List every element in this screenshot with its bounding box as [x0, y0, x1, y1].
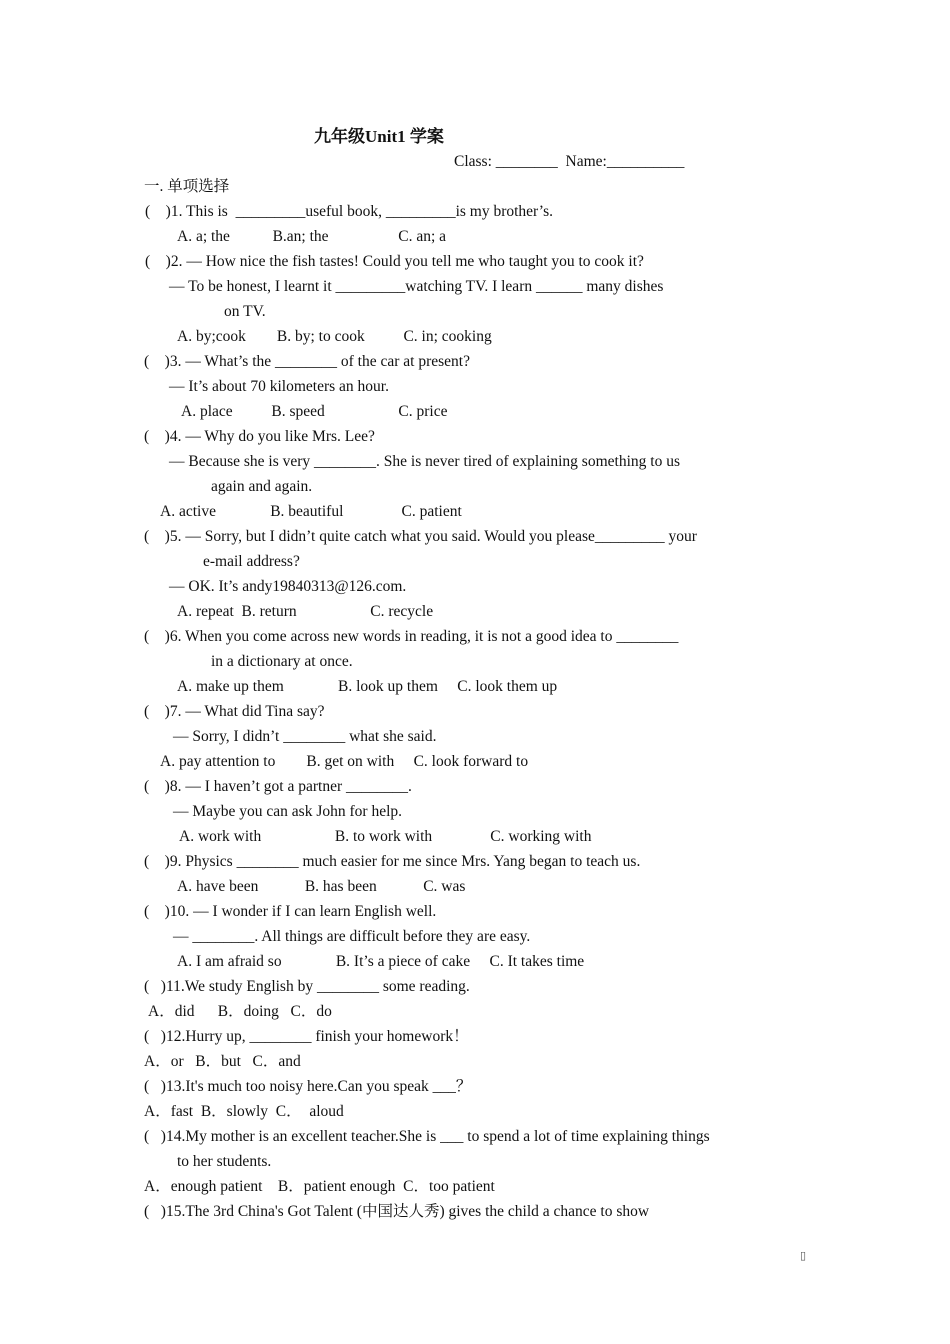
- options-6: A. make up them B. look up them C. look them up: [177, 678, 558, 695]
- question-12: ( )12.Hurry up, ________ finish your homework！: [144, 1028, 469, 1045]
- question-9: ( )9. Physics ________ much easier for me since Mrs. Yang began to teach us.: [144, 853, 641, 870]
- question-8: ( )8. — I haven’t got a partner ________.: [144, 778, 412, 795]
- question-15: ( )15.The 3rd China's Got Talent (中国达人秀) gives the child a chance to show: [144, 1203, 650, 1220]
- options-7: A. pay attention to B. get on with C. look forward to: [160, 753, 529, 770]
- options-14: A．enough patient B．patient enough C．too patient: [144, 1178, 495, 1195]
- options-13: A．fast B．slowly C． aloud: [144, 1103, 344, 1120]
- options-8: A. work with B. to work with C. working with: [179, 828, 592, 845]
- options-3: A. place B. speed C. price: [181, 403, 448, 420]
- question-5-cont: e-mail address?: [203, 553, 300, 570]
- question-14-cont: to her students.: [177, 1153, 272, 1170]
- options-4: A. active B. beautiful C. patient: [160, 503, 462, 520]
- question-8-reply: — Maybe you can ask John for help.: [173, 803, 403, 820]
- options-10: A. I am afraid so B. It’s a piece of cake C. It takes time: [177, 953, 585, 970]
- question-2: ( )2. — How nice the fish tastes! Could you tell me who taught you to cook it?: [145, 253, 644, 270]
- options-1: A. a; the B.an; the C. an; a: [177, 228, 447, 245]
- question-4-reply-cont: again and again.: [211, 478, 313, 495]
- question-5-reply: — OK. It’s andy19840313@126.com.: [169, 578, 407, 595]
- options-12: A．or B．but C．and: [144, 1053, 301, 1070]
- section-heading: 一. 单项选择: [144, 178, 230, 195]
- question-6-cont: in a dictionary at once.: [211, 653, 353, 670]
- question-3-reply: — It’s about 70 kilometers an hour.: [169, 378, 389, 395]
- question-14: ( )14.My mother is an excellent teacher.She is ___ to spend a lot of time explaining things: [144, 1128, 710, 1145]
- question-13: ( )13.It's much too noisy here.Can you speak ___？: [144, 1078, 472, 1095]
- class-name-line: Class: ________ Name:__________: [454, 153, 685, 170]
- question-7-reply: — Sorry, I didn’t ________ what she said.: [173, 728, 437, 745]
- question-4: ( )4. — Why do you like Mrs. Lee?: [144, 428, 375, 445]
- options-5: A. repeat B. return C. recycle: [177, 603, 434, 620]
- page-marker: ▯: [800, 1250, 807, 1262]
- question-2-reply: — To be honest, I learnt it _________watching TV. I learn ______ many dishes: [169, 278, 664, 295]
- question-4-reply: — Because she is very ________. She is never tired of explaining something to us: [169, 453, 680, 470]
- question-6: ( )6. When you come across new words in reading, it is not a good idea to ________: [144, 628, 679, 645]
- question-7: ( )7. — What did Tina say?: [144, 703, 325, 720]
- question-2-reply-cont: on TV.: [224, 303, 266, 320]
- options-9: A. have been B. has been C. was: [177, 878, 466, 895]
- page-title: 九年级Unit1 学案: [314, 127, 444, 146]
- options-11: A．did B．doing C．do: [148, 1003, 332, 1020]
- question-10: ( )10. — I wonder if I can learn English well.: [144, 903, 437, 920]
- question-5: ( )5. — Sorry, but I didn’t quite catch what you said. Would you please_________ your: [144, 528, 697, 545]
- question-11: ( )11.We study English by ________ some reading.: [144, 978, 470, 995]
- question-3: ( )3. — What’s the ________ of the car at present?: [144, 353, 470, 370]
- options-2: A. by;cook B. by; to cook C. in; cooking: [177, 328, 492, 345]
- question-1: ( )1. This is _________useful book, _________is my brother’s.: [145, 203, 554, 220]
- question-10-reply: — ________. All things are difficult before they are easy.: [173, 928, 531, 945]
